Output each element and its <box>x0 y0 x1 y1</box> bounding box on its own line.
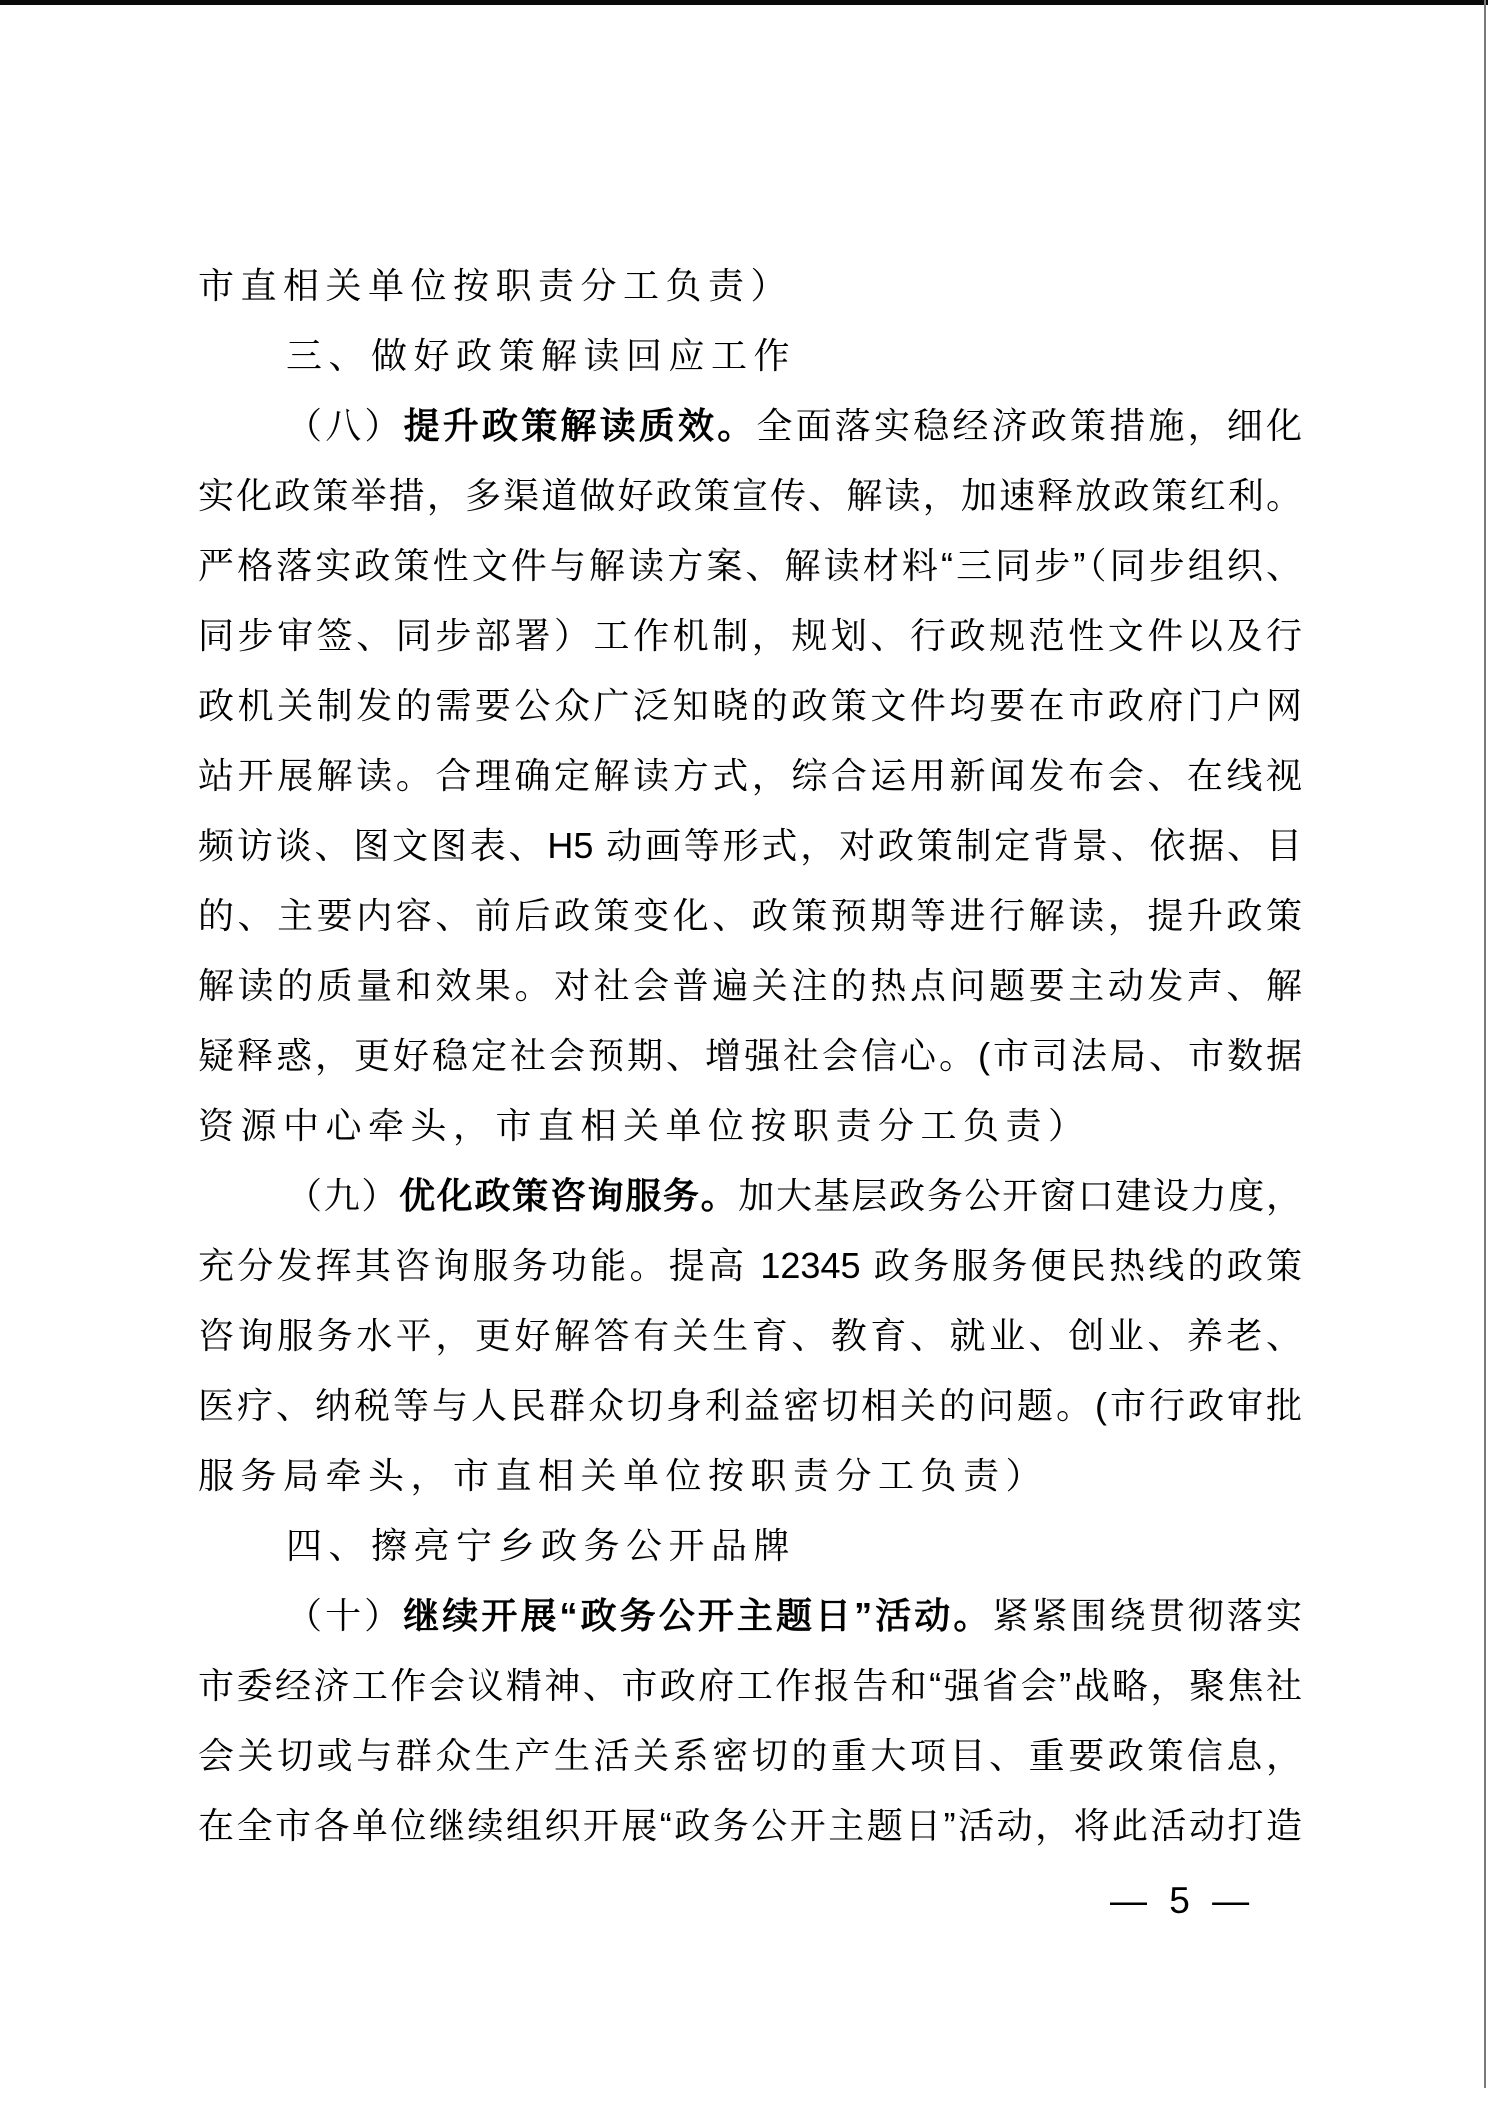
item-ten-number: （十） <box>286 1595 404 1636</box>
item-nine-title: 优化政策咨询服务。 <box>399 1175 739 1216</box>
body-text-line: 实化政策举措，多渠道做好政策宣传、解读，加速释放政策红利。 <box>198 475 1302 516</box>
body-text-segment: 加大基层政务公开窗口建设力度， <box>738 1175 1302 1216</box>
body-text-line: 政机关制发的需要公众广泛知晓的政策文件均要在市政府门户网 <box>198 685 1302 726</box>
body-text-line: 频访谈、图文图表、H5 动画等形式，对政策制定背景、依据、目 <box>198 825 1302 866</box>
body-text-line: 在全市各单位继续组织开展“政务公开主题日”活动，将此活动打造 <box>198 1805 1302 1846</box>
item-eight-number: （八） <box>286 405 404 446</box>
item-ten-title: 继续开展“政务公开主题日”活动。 <box>403 1595 993 1636</box>
item-eight-heading-line <box>198 391 1302 461</box>
paragraph-item-ten <box>198 1581 1302 1861</box>
item-nine-number: （九） <box>286 1175 400 1216</box>
body-text-line: 充分发挥其咨询服务功能。提高 12345 政务服务便民热线的政策 <box>198 1245 1302 1286</box>
body-text-line: 服务局牵头，市直相关单位按职责分工负责） <box>198 1455 1049 1496</box>
body-text-line: 医疗、纳税等与人民群众切身利益密切相关的问题。(市行政审批 <box>198 1385 1302 1426</box>
scan-right-border <box>1484 0 1486 2088</box>
body-text-line: 同步审签、同步部署）工作机制，规划、行政规范性文件以及行 <box>198 615 1302 656</box>
body-text-segment: 全面落实稳经济政策措施，细化 <box>756 405 1302 446</box>
body-text-line: 解读的质量和效果。对社会普遍关注的热点问题要主动发声、解 <box>198 965 1302 1006</box>
body-text-line: 的、主要内容、前后政策变化、政策预期等进行解读，提升政策 <box>198 895 1302 936</box>
body-text-line: 会关切或与群众生产生活关系密切的重大项目、重要政策信息， <box>198 1735 1302 1776</box>
section-heading-line: 四、擦亮宁乡政务公开品牌 <box>286 1525 797 1566</box>
document-body <box>198 251 1302 1861</box>
body-text-line: 站开展解读。合理确定解读方式，综合运用新闻发布会、在线视 <box>198 755 1302 796</box>
body-text-line: 严格落实政策性文件与解读方案、解读材料“三同步”（同步组织、 <box>198 545 1302 586</box>
section-heading-three <box>198 321 1302 391</box>
body-text-line: 疑释惑，更好稳定社会预期、增强社会信心。(市司法局、市数据 <box>198 1035 1302 1076</box>
section-heading-line: 三、做好政策解读回应工作 <box>286 335 797 376</box>
body-text-line: 咨询服务水平，更好解答有关生育、教育、就业、创业、养老、 <box>198 1315 1302 1356</box>
body-text-line: 市直相关单位按职责分工负责） <box>198 265 794 306</box>
section-heading-four <box>198 1511 1302 1581</box>
body-text-line: 资源中心牵头，市直相关单位按职责分工负责） <box>198 1105 1091 1146</box>
body-text-line: 市委经济工作会议精神、市政府工作报告和“强省会”战略，聚焦社 <box>198 1665 1302 1706</box>
item-nine-heading-line <box>198 1161 1302 1231</box>
page-number: — 5 — <box>1110 1880 1256 1921</box>
paragraph-item-eight <box>198 391 1302 1161</box>
paragraph-seven-continuation <box>198 251 1302 321</box>
item-eight-title: 提升政策解读质效。 <box>403 405 757 446</box>
body-text-segment: 紧紧围绕贯彻落实 <box>992 1595 1302 1636</box>
scan-top-border <box>0 0 1488 5</box>
item-ten-heading-line <box>198 1581 1302 1651</box>
paragraph-item-nine <box>198 1161 1302 1511</box>
